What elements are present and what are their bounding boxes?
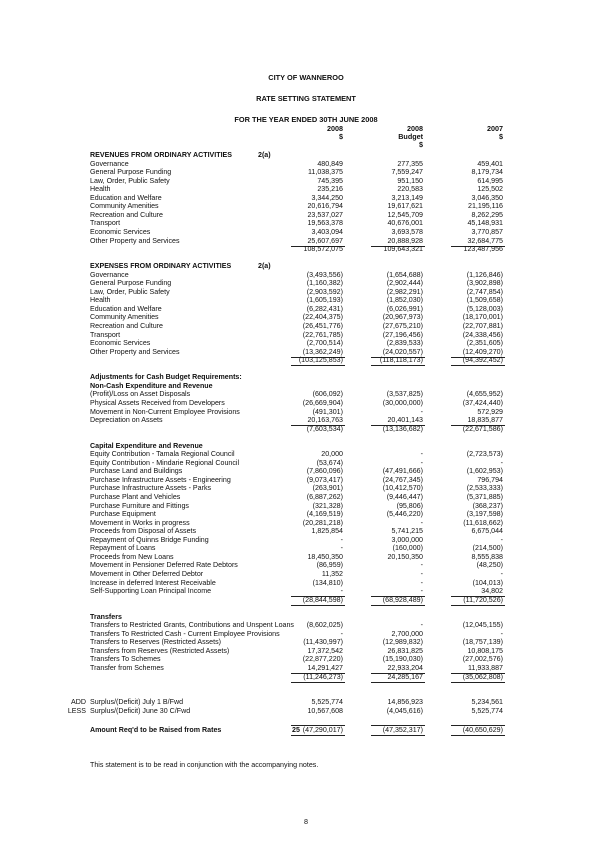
- row-value-col3: (368,237): [472, 501, 503, 510]
- row-value-col3: (12,045,155): [462, 621, 503, 630]
- row-value-col1: (22,404,375): [302, 313, 343, 322]
- row-value-col2: 3,213,149: [391, 193, 423, 202]
- row-value-col1: -: [340, 544, 343, 553]
- row-label: Economic Services: [90, 227, 151, 236]
- row-value-col2: 24,285,167: [387, 672, 423, 681]
- row-value-col2: (118,118,173): [379, 356, 423, 365]
- row-value-col1: 23,537,027: [307, 210, 343, 219]
- row-label: Recreation and Culture: [90, 210, 163, 219]
- row-value-col3: (3,902,898): [466, 279, 503, 288]
- row-value-col1: 235,216: [317, 185, 343, 194]
- row-value-col2: (2,839,533): [386, 339, 423, 348]
- row-label: Movement in Works in progress: [90, 518, 190, 527]
- row-label: Surplus/(Deficit) July 1 B/Fwd: [90, 698, 184, 707]
- row-value-col1: (4,169,519): [306, 510, 343, 519]
- row-value-col2: 220,583: [397, 185, 423, 194]
- row-value-col3: -: [500, 629, 503, 638]
- row-label: Repayment of Loans: [90, 544, 156, 553]
- row-label: Governance: [90, 159, 129, 168]
- footnote: This statement is to be read in conjunction with the accompanying notes.: [90, 761, 319, 769]
- row-label: Purchase Infrastructure Assets - Engineering: [90, 475, 231, 484]
- row-value-col1: 108,572,075: [303, 245, 343, 254]
- row-value-col1: 480,849: [317, 159, 343, 168]
- row-label: Purchase Equipment: [90, 510, 156, 519]
- row-label: Law, Order, Public Safety: [90, 287, 170, 296]
- row-value-col1: 19,563,378: [307, 219, 343, 228]
- row-label: Transport: [90, 330, 121, 339]
- row-label: Transfers To Schemes: [90, 655, 161, 664]
- row-value-col3: (1,602,953): [466, 467, 503, 476]
- row-value-col2: -: [420, 569, 423, 578]
- row-value-col3: 6,675,044: [471, 527, 503, 536]
- row-value-col1: 18,450,350: [307, 552, 343, 561]
- row-value-col2: 26,831,825: [387, 646, 423, 655]
- row-label: Movement in Other Deferred Debtor: [90, 569, 204, 578]
- row-label: Transfer from Schemes: [90, 664, 164, 672]
- row-value-col3: (24,338,456): [462, 330, 503, 339]
- total-rule: [451, 735, 505, 736]
- row-label: Governance: [90, 270, 129, 279]
- row-value-col3: 11,933,887: [468, 664, 503, 672]
- row-value-col1: (28,844,598): [302, 595, 343, 604]
- row-value-col1: 11,038,375: [308, 168, 343, 177]
- row-value-col1: 1,825,854: [311, 527, 343, 536]
- column-unit: $: [419, 140, 423, 149]
- row-value-col3: (22,707,881): [462, 322, 503, 330]
- total-rule: [371, 365, 425, 366]
- statement-row: [0, 425, 612, 434]
- row-value-col3: -: [500, 535, 503, 544]
- row-label: Depreciation on Assets: [90, 416, 163, 425]
- row-value-col2: (2,902,444): [386, 279, 423, 288]
- row-label: Transport: [90, 219, 121, 228]
- row-label: Health: [90, 185, 111, 194]
- column-head-2008-budget: [353, 125, 423, 149]
- row-value-col3: 32,684,775: [467, 236, 503, 245]
- row-label: Law, Order, Public Safety: [90, 176, 170, 185]
- row-value-col3: (1,509,658): [466, 296, 503, 305]
- row-value-col2: 3,693,578: [391, 227, 423, 236]
- row-value-col3: 123,487,956: [463, 245, 503, 254]
- column-sub: Budget: [398, 132, 423, 141]
- row-value-col1: 745,395: [317, 176, 343, 185]
- row-value-col3: 45,148,931: [467, 219, 503, 228]
- row-value-col1: 14,291,427: [307, 664, 343, 672]
- row-value-col3: 614,995: [477, 176, 503, 185]
- row-label: REVENUES FROM ORDINARY ACTIVITIES: [90, 151, 233, 159]
- row-value-col2: (27,196,456): [382, 330, 423, 339]
- statement-row: [0, 356, 612, 365]
- statement-row: [0, 596, 612, 605]
- row-label: General Purpose Funding: [90, 279, 172, 288]
- row-value-col3: (94,392,452): [462, 356, 503, 365]
- row-value-col2: (2,982,291): [386, 287, 423, 296]
- row-label: Health: [90, 296, 111, 305]
- row-value-col3: (5,128,003): [466, 304, 503, 313]
- row-value-col3: (3,197,598): [466, 510, 503, 519]
- row-value-col3: (2,723,573): [466, 450, 503, 459]
- row-value-col1: (1,605,193): [306, 296, 343, 305]
- row-value-col3: 572,929: [477, 407, 503, 416]
- row-label: EXPENSES FROM ORDINARY ACTIVITIES: [90, 262, 232, 271]
- row-value-col1: 20,000: [321, 450, 343, 459]
- statement-period: FOR THE YEAR ENDED 30TH JUNE 2008: [234, 115, 378, 124]
- row-value-col2: (47,491,666): [382, 467, 423, 476]
- row-value-col2: 19,617,621: [387, 202, 423, 211]
- row-value-col3: 3,046,350: [471, 193, 503, 202]
- row-label: General Purpose Funding: [90, 168, 172, 177]
- row-value-col1: 11,352: [321, 569, 343, 578]
- row-value-col2: 2,700,000: [391, 629, 423, 638]
- row-value-col3: 5,234,561: [471, 698, 503, 707]
- row-value-col1: (20,281,218): [302, 518, 343, 527]
- row-label: Equity Contribution - Tamala Regional Council: [90, 450, 235, 459]
- row-value-col3: (214,500): [472, 544, 503, 553]
- row-value-col3: 34,802: [481, 587, 503, 596]
- row-label: Transfers: [90, 612, 122, 621]
- row-value-col3: (22,671,586): [462, 424, 503, 433]
- row-value-col1: (3,493,556): [306, 270, 343, 279]
- row-note-ref: 2(a): [258, 262, 271, 271]
- column-unit: $: [339, 132, 343, 141]
- row-value-col1: (22,761,785): [302, 330, 343, 339]
- row-value-col3: (11,720,526): [463, 595, 503, 604]
- row-value-col1: (53,674): [316, 458, 343, 467]
- row-value-col3: (104,013): [472, 578, 503, 587]
- row-label: Transfers To Restricted Cash - Current Employee Provisions: [90, 629, 280, 638]
- row-value-col1: (2,700,514): [306, 339, 343, 348]
- row-prefix: ADD: [71, 698, 86, 707]
- row-value-col1: (47,290,017): [302, 725, 343, 734]
- row-value-col2: (27,675,210): [382, 322, 423, 330]
- row-value-col2: -: [420, 458, 423, 467]
- row-label: Transfers to Restricted Grants, Contributions and Unspent Loans: [90, 621, 294, 630]
- row-label: Purchase Furniture and Fittings: [90, 501, 189, 510]
- total-rule: [451, 605, 505, 606]
- row-value-col2: -: [420, 587, 423, 596]
- row-value-col2: 7,559,247: [391, 168, 423, 177]
- total-rule: [451, 365, 505, 366]
- row-value-col1: 3,403,094: [311, 227, 343, 236]
- row-value-col2: 5,741,215: [391, 527, 423, 536]
- row-value-col2: (1,654,688): [386, 270, 423, 279]
- row-value-col2: 14,856,923: [387, 698, 423, 707]
- row-value-col3: 8,179,734: [471, 168, 503, 177]
- row-value-col3: -: [500, 569, 503, 578]
- row-value-col3: 10,808,175: [467, 646, 503, 655]
- row-value-col2: (9,446,447): [386, 493, 423, 501]
- row-value-col2: (24,767,345): [382, 475, 423, 484]
- row-value-col1: 5,525,774: [311, 698, 343, 707]
- row-value-col1: (606,092): [312, 390, 343, 399]
- row-value-col1: (263,901): [312, 484, 343, 493]
- row-value-col1: (22,877,220): [302, 655, 343, 664]
- row-label: Self-Supporting Loan Principal Income: [90, 587, 212, 596]
- row-label: Education and Welfare: [90, 304, 162, 313]
- row-value-col2: -: [420, 450, 423, 459]
- row-label: Amount Req'd to be Raised from Rates: [90, 725, 222, 734]
- row-value-col1: (103,125,853): [298, 356, 343, 365]
- row-value-col3: (1,126,846): [466, 270, 503, 279]
- row-value-col3: (2,351,605): [466, 339, 503, 348]
- row-label: Education and Welfare: [90, 193, 162, 202]
- row-value-col2: -: [420, 561, 423, 570]
- row-label: Economic Services: [90, 339, 151, 348]
- row-label: Recreation and Culture: [90, 322, 163, 330]
- total-rule: [291, 605, 345, 606]
- row-label: Surplus/(Deficit) June 30 C/Fwd: [90, 706, 191, 715]
- row-label: Community Amenities: [90, 202, 159, 211]
- row-value-col2: 40,676,001: [387, 219, 423, 228]
- row-value-col3: (5,371,885): [466, 493, 503, 501]
- row-value-col1: (1,160,382): [306, 279, 343, 288]
- row-value-col1: 20,163,763: [307, 416, 343, 425]
- row-label: Purchase Infrastructure Assets - Parks: [90, 484, 212, 493]
- row-value-col3: (11,618,662): [463, 518, 503, 527]
- row-value-col3: (18,170,001): [462, 313, 503, 322]
- row-value-col3: (12,409,270): [462, 347, 503, 356]
- row-label: Increase in deferred Interest Receivable: [90, 578, 216, 587]
- row-value-col3: (37,424,440): [462, 398, 503, 407]
- row-value-col3: (27,002,576): [462, 655, 503, 664]
- statement-title: RATE SETTING STATEMENT: [256, 94, 356, 103]
- row-label: Movement in Pensioner Deferred Rate Debtors: [90, 561, 238, 570]
- row-value-col2: (20,967,973): [382, 313, 423, 322]
- row-label: Transfers from Reserves (Restricted Assets): [90, 646, 230, 655]
- statement-row: [0, 707, 612, 716]
- row-value-col1: 3,344,250: [311, 193, 343, 202]
- row-value-col2: 277,355: [397, 159, 423, 168]
- statement-row: [0, 673, 612, 682]
- row-label: Equity Contribution - Mindarie Regional Council: [90, 458, 240, 467]
- row-value-col1: 10,567,608: [307, 706, 343, 715]
- total-rule: [371, 725, 425, 726]
- row-value-col2: (95,806): [396, 501, 423, 510]
- row-label: Other Property and Services: [90, 347, 180, 356]
- row-value-col1: (11,430,997): [303, 638, 343, 647]
- row-value-col2: (4,045,616): [386, 706, 423, 715]
- row-label: (Profit)/Loss on Asset Disposals: [90, 390, 191, 399]
- row-label: Proceeds from New Loans: [90, 552, 174, 561]
- row-value-col2: 22,933,204: [387, 664, 423, 672]
- row-value-col1: (26,451,776): [302, 322, 343, 330]
- row-note-ref: 25: [292, 725, 300, 734]
- row-value-col3: (18,757,139): [462, 638, 503, 647]
- total-rule: [291, 682, 345, 683]
- row-value-col2: (1,852,030): [386, 296, 423, 305]
- row-value-col3: 796,794: [477, 475, 503, 484]
- row-value-col2: (5,446,220): [386, 510, 423, 519]
- row-value-col2: (24,020,557): [382, 347, 423, 356]
- total-rule: [291, 725, 345, 726]
- row-value-col2: (68,928,489): [382, 595, 423, 604]
- row-value-col1: 17,372,542: [307, 646, 343, 655]
- row-value-col3: 8,555,838: [471, 552, 503, 561]
- row-value-col3: 21,195,116: [468, 202, 503, 211]
- row-label: Purchase Plant and Vehicles: [90, 493, 181, 501]
- row-value-col2: 20,888,928: [387, 236, 423, 245]
- row-value-col2: 12,545,709: [387, 210, 423, 219]
- row-value-col1: (7,603,534): [306, 424, 343, 433]
- row-value-col2: (47,352,317): [382, 725, 423, 734]
- row-value-col3: 18,835,877: [467, 416, 503, 425]
- org-name: CITY OF WANNEROO: [268, 73, 344, 82]
- row-value-col1: (9,073,417): [306, 475, 343, 484]
- row-value-col3: 8,262,295: [471, 210, 503, 219]
- total-rule: [451, 682, 505, 683]
- row-value-col2: (3,537,825): [386, 390, 423, 399]
- row-value-col2: (160,000): [392, 544, 423, 553]
- row-value-col2: (30,000,000): [382, 398, 423, 407]
- row-value-col3: (35,062,808): [462, 672, 503, 681]
- row-value-col1: (26,669,904): [302, 398, 343, 407]
- statement-row: [0, 726, 612, 735]
- row-value-col1: (321,328): [312, 501, 343, 510]
- row-value-col2: (12,989,832): [382, 638, 423, 647]
- total-rule: [291, 365, 345, 366]
- row-value-col1: (7,860,096): [306, 467, 343, 476]
- row-value-col3: 125,502: [477, 185, 503, 194]
- row-label: Movement in Non-Current Employee Provisions: [90, 407, 240, 416]
- row-value-col1: (6,887,262): [306, 493, 343, 501]
- total-rule: [371, 682, 425, 683]
- row-value-col1: (491,301): [312, 407, 343, 416]
- row-label: Community Amenities: [90, 313, 159, 322]
- row-value-col2: 3,000,000: [391, 535, 423, 544]
- row-value-col2: -: [420, 518, 423, 527]
- row-value-col1: (13,362,249): [302, 347, 343, 356]
- row-value-col3: (2,533,333): [466, 484, 503, 493]
- column-head-2008-actual: [273, 125, 343, 141]
- row-value-col3: -: [500, 458, 503, 467]
- total-rule: [371, 735, 425, 736]
- row-label: Adjustments for Cash Budget Requirements:: [90, 373, 242, 382]
- row-value-col1: -: [340, 587, 343, 596]
- page-number: 8: [304, 817, 308, 826]
- row-value-col3: (40,650,629): [462, 725, 503, 734]
- row-value-col2: (15,190,030): [382, 655, 423, 664]
- row-value-col3: 3,770,857: [471, 227, 503, 236]
- row-value-col1: (6,282,431): [306, 304, 343, 313]
- row-value-col2: 109,643,321: [383, 245, 423, 254]
- row-value-col1: 20,616,794: [307, 202, 343, 211]
- row-value-col2: -: [420, 407, 423, 416]
- column-year: 2008: [327, 124, 343, 133]
- row-value-col2: (13,136,682): [382, 424, 423, 433]
- row-value-col2: (10,412,570): [382, 484, 423, 493]
- row-value-col1: -: [340, 629, 343, 638]
- row-value-col1: (11,246,273): [303, 672, 343, 681]
- statement-row: [0, 245, 612, 254]
- row-note-ref: 2(a): [258, 151, 271, 159]
- row-prefix: LESS: [67, 706, 86, 715]
- row-label: Repayment of Quinns Bridge Funding: [90, 535, 209, 544]
- row-label: Other Property and Services: [90, 236, 180, 245]
- row-label: Purchase Land and Buildings: [90, 467, 183, 476]
- row-value-col2: -: [420, 621, 423, 630]
- row-value-col1: (86,959): [316, 561, 343, 570]
- total-rule: [371, 605, 425, 606]
- row-label: Capital Expenditure and Revenue: [90, 441, 203, 450]
- row-label: Proceeds from Disposal of Assets: [90, 527, 197, 536]
- row-value-col3: 459,401: [477, 159, 503, 168]
- row-value-col2: 20,401,143: [387, 416, 423, 425]
- row-value-col2: 951,150: [397, 176, 423, 185]
- row-label: Non-Cash Expenditure and Revenue: [90, 381, 213, 390]
- row-value-col2: 20,150,350: [387, 552, 423, 561]
- row-value-col3: (4,655,952): [466, 390, 503, 399]
- row-value-col1: 25,607,697: [307, 236, 343, 245]
- column-head-2007: [433, 125, 503, 141]
- column-year: 2007: [487, 124, 503, 133]
- row-value-col2: -: [420, 578, 423, 587]
- row-label: Physical Assets Received from Developers: [90, 398, 225, 407]
- column-year: 2008: [407, 124, 423, 133]
- total-rule: [451, 725, 505, 726]
- row-value-col1: (134,810): [312, 578, 343, 587]
- row-value-col2: (6,026,991): [386, 304, 423, 313]
- row-value-col3: 5,525,774: [471, 706, 503, 715]
- row-value-col1: (8,602,025): [306, 621, 343, 630]
- row-value-col3: (2,747,854): [466, 287, 503, 296]
- row-value-col1: (2,903,592): [306, 287, 343, 296]
- total-rule: [291, 735, 345, 736]
- row-label: Transfers to Reserves (Restricted Assets): [90, 638, 222, 647]
- row-value-col3: (48,250): [476, 561, 503, 570]
- row-value-col1: -: [340, 535, 343, 544]
- column-unit: $: [499, 132, 503, 141]
